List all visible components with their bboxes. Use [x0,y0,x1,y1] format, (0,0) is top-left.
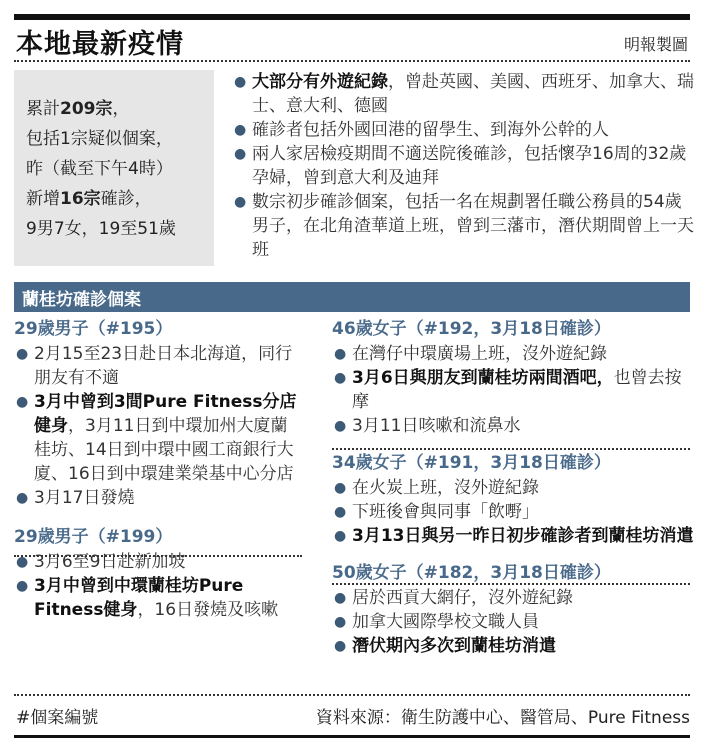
case-heading: 50歲女子（#182，3月18日確診） [332,563,611,583]
list-item: ● 居於西貢大網仔，沒外遊紀錄 [334,588,573,608]
list-item: ● 在火炭上班，沒外遊紀錄 [334,478,539,498]
case-heading: 29歲男子（#199） [14,527,173,547]
summary-line: 新增16宗確診， [26,189,152,209]
case-block [332,316,694,438]
top-bullet-list [232,70,694,262]
list-item: ● 數宗初步確診個案，包括一名在規劃署任職公務員的54歲男子，在北角渣華道上班，曾到三藩市，潛伏期間曾上一天班 [234,192,694,260]
list-item: ● 潛伏期內多次到蘭桂坊消遣 [334,636,556,656]
summary-line: 包括1宗疑似個案， [26,129,173,149]
footer-source: 資料來源：衛生防護中心、醫管局、Pure Fitness [315,708,690,728]
bullet-icon: ● [16,346,29,362]
list-item: ● 3月17日發燒 [16,488,135,508]
bullet-icon: ● [334,528,347,544]
bullet-icon: ● [334,504,347,520]
divider [14,555,302,557]
bullet-icon: ● [334,480,347,496]
case-heading: 46歲女子（#192，3月18日確診） [332,319,611,339]
summary-line: 累計209宗， [26,99,130,119]
list-item: ● 在灣仔中環廣場上班，沒外遊紀錄 [334,344,607,364]
list-item: ● 3月中曾到3間Pure Fitness分店健身，3月11日到中環加州大廈蘭桂坊、14日到中環中國工商銀行大廈、16日到中環建業榮基中心分店 [16,392,297,484]
bottom-rule [14,735,690,738]
list-item: ● 3月13日與另一昨日初步確診者到蘭桂坊消遣 [334,526,694,546]
bullet-icon: ● [334,346,347,362]
footer-note: #個案編號 [16,708,99,728]
bullet-icon: ● [16,554,29,570]
case-block [332,450,694,548]
list-item: ● 2月15至23日赴日本北海道，同行朋友有不適 [16,344,293,388]
case-heading: 29歲男子（#195） [14,319,173,339]
bullet-icon: ● [234,74,247,90]
bullet-icon: ● [16,490,29,506]
top-rule [14,14,690,20]
divider [14,694,690,696]
divider [14,60,690,62]
divider [332,583,690,585]
section-title: 蘭桂坊確診個案 [22,290,141,310]
case-block [14,524,304,622]
bullet-icon: ● [234,122,247,138]
bullet-icon: ● [16,394,29,410]
page-title: 本地最新疫情 [16,29,184,60]
list-item: ● 大部分有外遊紀錄，曾赴英國、美國、西班牙、加拿大、瑞士、意大利、德國 [234,72,694,116]
case-block [14,316,304,510]
list-item: ● 兩人家居檢疫期間不適送院後確診，包括懷孕16周的32歲孕婦，曾到意大利及迪拜 [234,144,687,188]
case-block [332,560,694,658]
bullet-icon: ● [16,578,29,594]
list-item: ● 3月11日咳嗽和流鼻水 [334,416,521,436]
summary-line: 昨（截至下午4時） [26,159,173,179]
cases-right-column [332,316,694,658]
bullet-icon: ● [334,638,347,654]
cases-left-column [14,316,304,622]
list-item: ● 加拿大國際學校文職人員 [334,612,539,632]
bullet-icon: ● [334,590,347,606]
graphic-credit: 明報製圖 [623,35,688,54]
list-item: ● 確診者包括外國回港的留學生、到海外公幹的人 [234,120,609,140]
summary-box [14,70,214,266]
bullet-icon: ● [234,194,247,210]
list-item: ● 3月6至9日赴新加坡 [16,552,186,572]
section-band [14,282,690,312]
bullet-icon: ● [334,418,347,434]
bullet-icon: ● [334,614,347,630]
case-heading: 34歲女子（#191，3月18日確診） [332,453,611,473]
list-item: ● 3月中曾到中環蘭桂坊Pure Fitness健身，16日發燒及咳嗽 [16,576,279,620]
list-item: ● 3月6日與朋友到蘭桂坊兩間酒吧，也曾去按摩 [334,368,682,412]
summary-line: 9男7女，19至51歲 [26,219,176,239]
divider [332,448,690,450]
list-item: ● 下班後會與同事「飲嘢」 [334,502,539,522]
bullet-icon: ● [334,370,347,386]
bullet-icon: ● [234,146,247,162]
